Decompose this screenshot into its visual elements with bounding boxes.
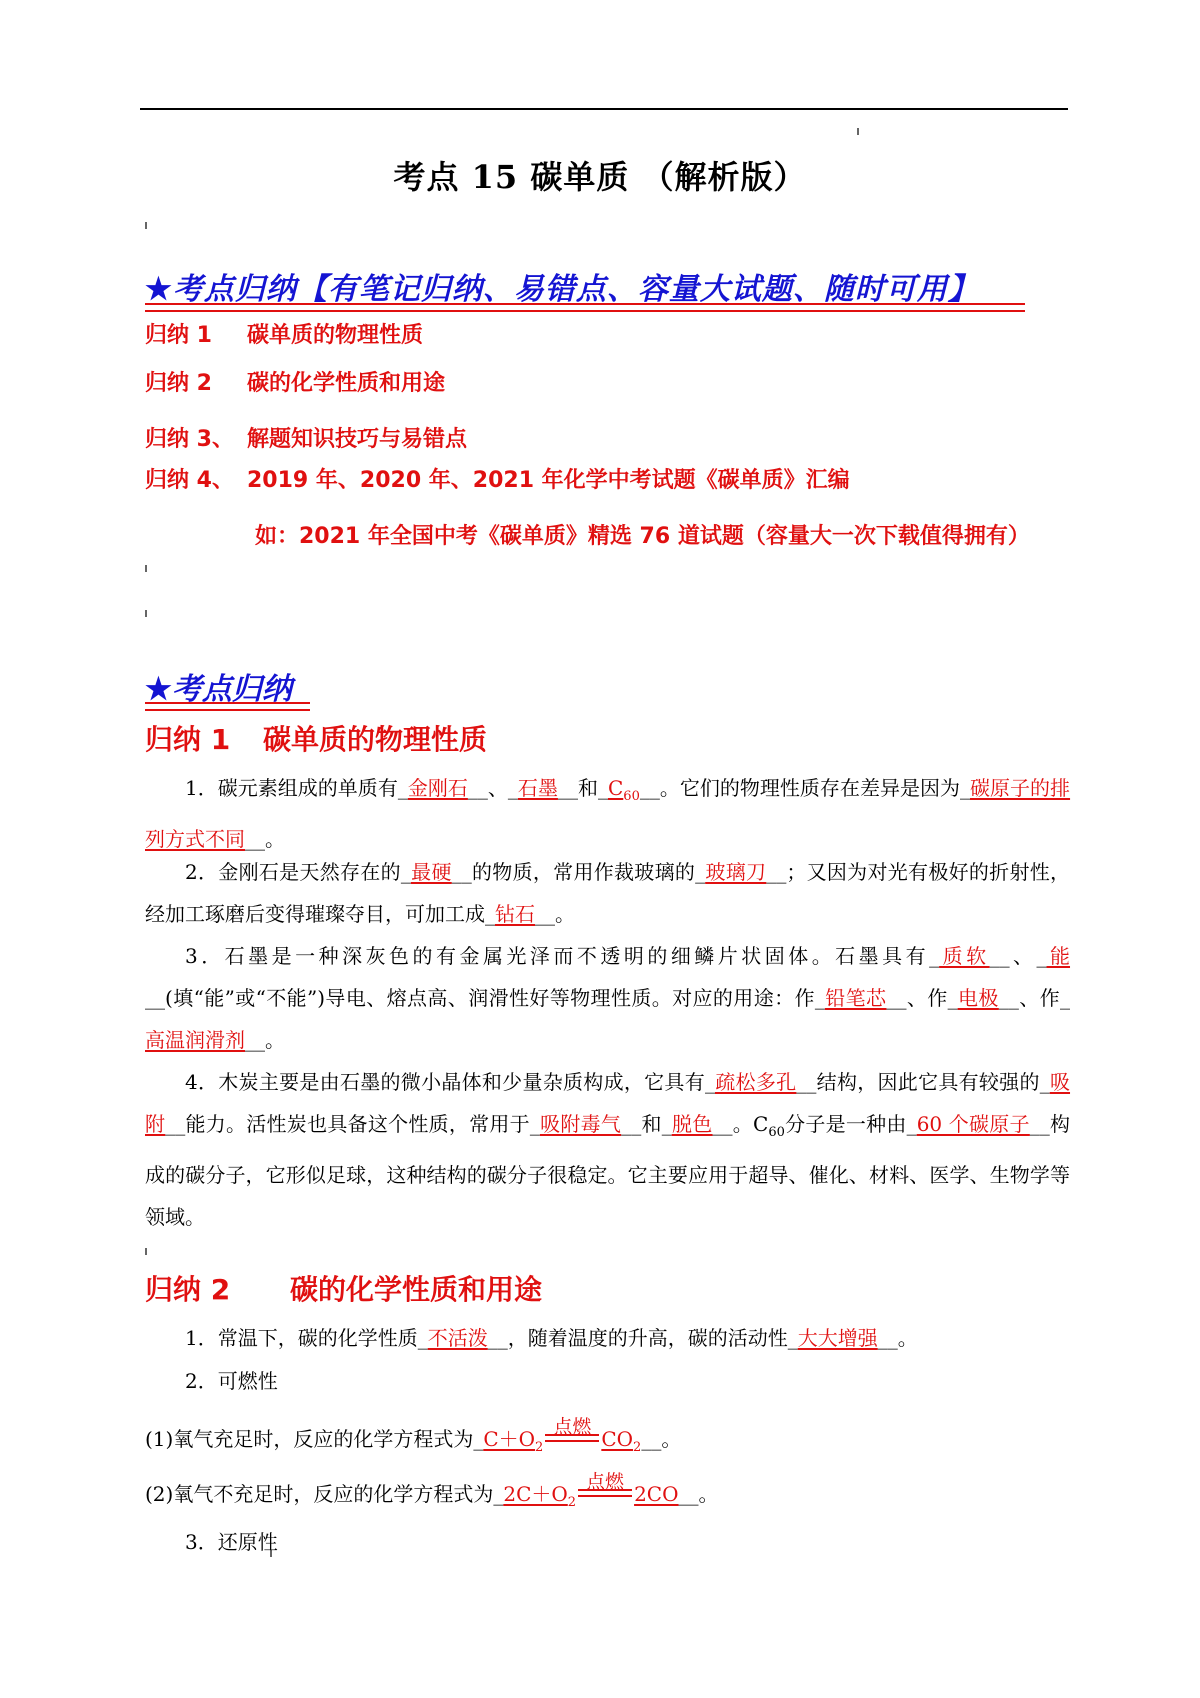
answer: 高温润滑剂 xyxy=(145,1028,245,1052)
section-banner: ★考点归纳 xyxy=(145,672,292,707)
answer: 能 xyxy=(1046,944,1071,968)
reaction-condition: 点燃 xyxy=(576,1481,634,1501)
answer: 电极 xyxy=(957,986,999,1010)
banner-text: 考点归纳【有笔记归纳、易错点、容量大试题、随时可用】 xyxy=(172,272,979,307)
star-icon: ★ xyxy=(145,672,172,707)
answer: 疏松多孔 xyxy=(714,1070,797,1094)
toc-item: 归纳 4、 2019 年、2020 年、2021 年化学中考试题《碳单质》汇编 xyxy=(145,468,850,493)
page-title: 考点 15 碳单质 （解析版） xyxy=(393,158,807,196)
answer: 石墨 xyxy=(517,776,558,800)
answer: 玻璃刀 xyxy=(705,860,767,884)
answer: 大大增强 xyxy=(797,1326,878,1350)
chemical-equation: $C+O_2$ 点燃 $CO_2$ xyxy=(483,1416,642,1455)
summary-banner xyxy=(145,264,979,308)
answer: 吸附 xyxy=(145,1070,1071,1136)
answer: 碳原子的排列方式不同 xyxy=(145,776,1071,851)
toc-item: 归纳 1 碳单质的物理性质 xyxy=(145,323,424,348)
section-heading-1: 归纳 1 碳单质的物理性质 xyxy=(145,723,488,756)
paragraph: 1．碳元素组成的单质有_金刚石__、_石墨__和$\_C_{60}\_\_$。它们的物理性质存在差异是因为_碳原子的排列方式不同__。 xyxy=(145,776,1071,851)
answer: 60 个碳原子 xyxy=(916,1112,1030,1136)
margin-mark xyxy=(145,1248,147,1255)
paragraph: 1．常温下，碳的化学性质_不活泼__，随着温度的升高，碳的活动性_大大增强__。 xyxy=(185,1326,918,1350)
margin-mark xyxy=(145,565,147,572)
header-rule xyxy=(140,108,1068,110)
answer: 脱色 xyxy=(671,1112,713,1136)
answer: 吸附毒气 xyxy=(539,1112,622,1136)
equation-line: (1)氧气充足时，反应的化学方程式为$\_C+O_2$ 点燃 $CO_2\_\_$。 xyxy=(145,1418,1070,1469)
paragraph: 2．可燃性 xyxy=(185,1369,278,1393)
margin-mark xyxy=(857,128,859,135)
example-note: 如：2021 年全国中考《碳单质》精选 76 道试题（容量大一次下载值得拥有） xyxy=(255,524,1030,549)
answer: $C_{60}$ xyxy=(607,776,640,804)
toc-item: 归纳 2 碳的化学性质和用途 xyxy=(145,371,446,396)
answer: 金刚石 xyxy=(407,776,468,800)
paragraph: 3．还原性 xyxy=(185,1530,278,1554)
paragraph: 4．木炭主要是由石墨的微小晶体和少量杂质构成，它具有_疏松多孔__结构，因此它具有较强的_吸附__能力。活性炭也具备这个性质，常用于_吸附毒气__和_脱色__。$C_{60}$分子是一种由_60 个碳原子__构成的碳分子，它形似足球，这种结构的碳分子很稳定。它主要应用于超导、催化、材料、医学、生物学等领域。 xyxy=(145,1070,1071,1229)
section-banner-underline xyxy=(145,702,310,711)
chemical-equation: $2C+O_2$ 点燃 2CO xyxy=(503,1471,679,1510)
toc-item: 归纳 3、 解题知识技巧与易错点 xyxy=(145,427,468,452)
banner-double-underline xyxy=(145,303,1025,312)
answer: 钻石 xyxy=(495,902,535,926)
equation-line: (2)氧气不充足时，反应的化学方程式为$\_2C+O_2$ 点燃 2CO__。 xyxy=(145,1473,1070,1524)
reaction-condition: 点燃 xyxy=(543,1426,601,1446)
paragraph: 2．金刚石是天然存在的_最硬__的物质，常用作裁玻璃的_玻璃刀__；又因为对光有极好的折射性，经加工琢磨后变得璀璨夺目，可加工成_钻石__。 xyxy=(145,860,1071,926)
margin-mark xyxy=(145,610,147,617)
answer: 不活泼 xyxy=(427,1326,488,1350)
answer: 铅笔芯 xyxy=(824,986,887,1010)
margin-mark xyxy=(145,222,147,229)
section-heading-2: 归纳 2 碳的化学性质和用途 xyxy=(145,1273,543,1306)
star-icon: ★ xyxy=(145,272,173,307)
paragraph: 3．石墨是一种深灰色的有金属光泽而不透明的细鳞片状固体。石墨具有_质软__、_能__(填“能”或“不能”)导电、熔点高、润滑性好等物理性质。对应的用途：作_铅笔芯__、作_电极__、作_高温润滑剂__。 xyxy=(145,944,1071,1052)
answer: 最硬 xyxy=(410,860,452,884)
answer: 质软 xyxy=(939,944,990,968)
